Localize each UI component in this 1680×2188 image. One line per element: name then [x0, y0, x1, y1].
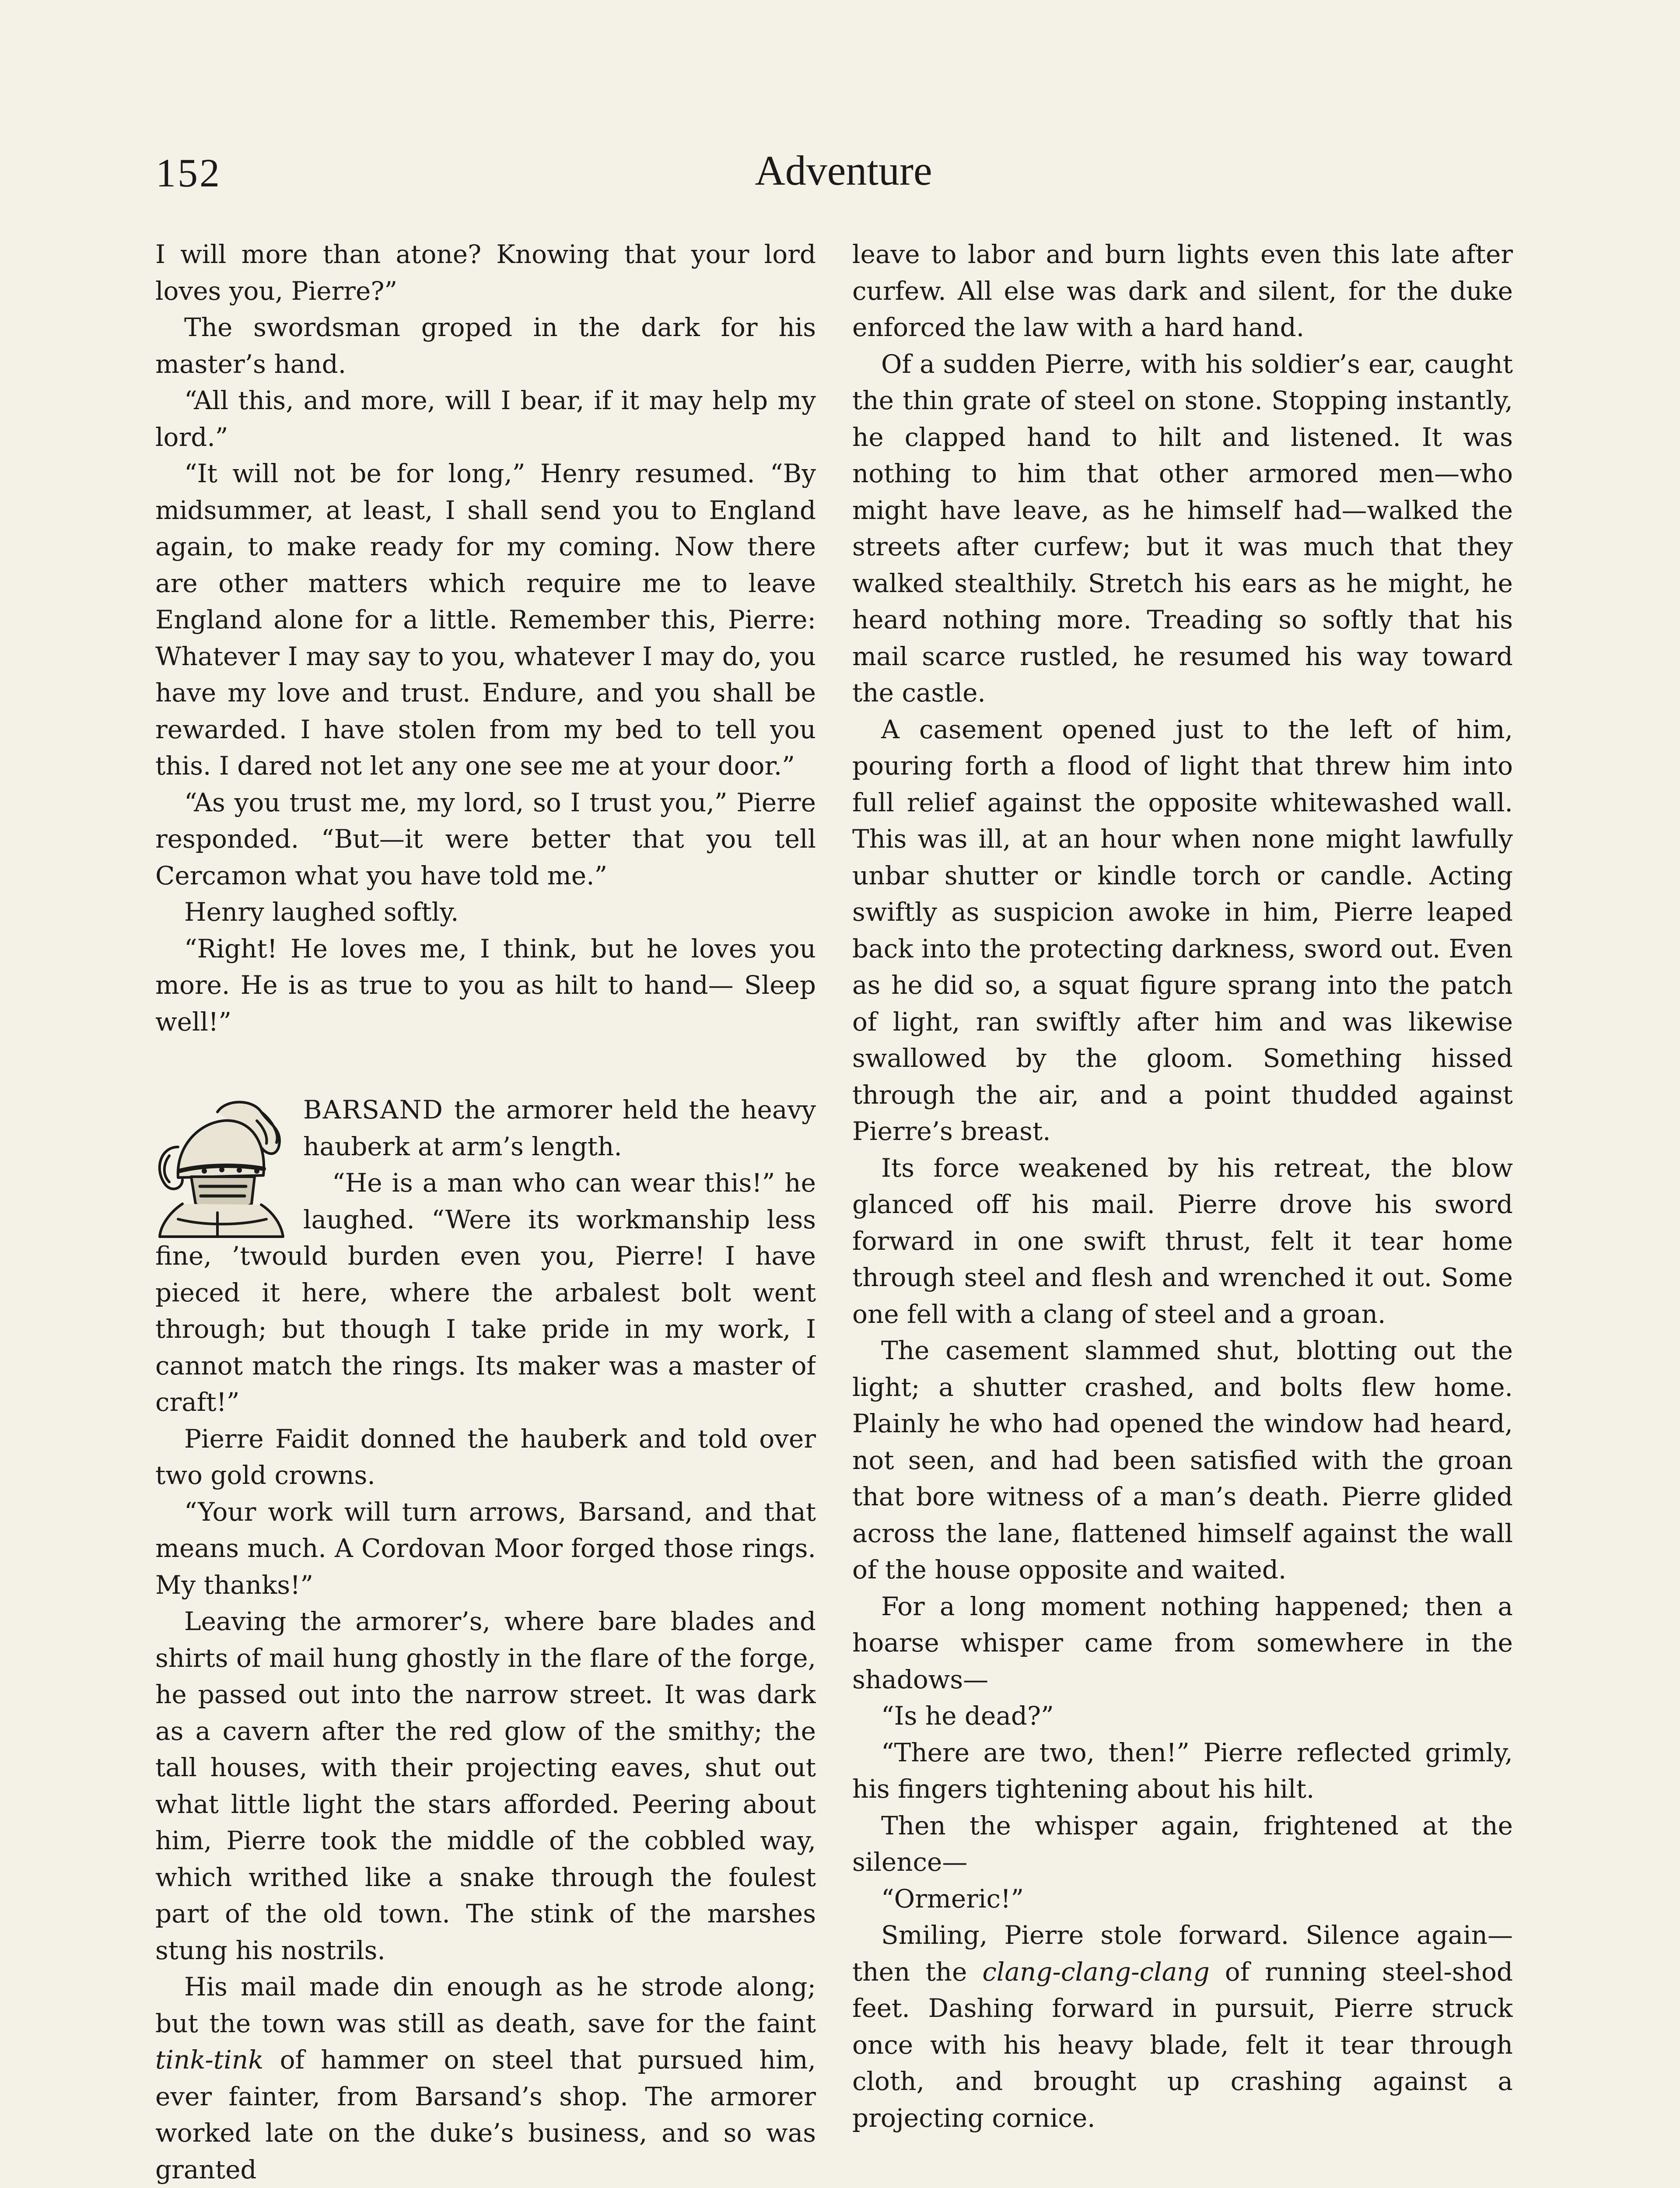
paragraph: “Right! He loves me, I think, but he loves you more. He is as true to you as hilt to hand— Sleep well!”: [155, 933, 816, 1037]
paragraph: The casement slammed shut, blotting out the light; a shutter crashed, and bolts flew home. Plainly he who had opened the window had heard, not seen, and had been satisfied with the groan that bore witness of a man’s death. Pierre glided across the lane, flattened himself against the wall of the house opposite and waited.: [852, 1336, 1513, 1585]
paragraph: For a long moment nothing happened; then a hoarse whisper came from somewhere in the shadows—: [852, 1591, 1513, 1694]
paragraph: “Ormeric!”: [881, 1883, 1024, 1914]
initial-word: BARSAND: [303, 1095, 444, 1125]
paragraph-text: the armorer held the heavy hauberk at arm’s length.: [303, 1095, 816, 1161]
paragraph: Its force weakened by his retreat, the blow glanced off his mail. Pierre drove his sword forward in one swift thrust, felt it tear home through steel and flesh and wrenched it out. Some one fell with a clang of steel and a groan.: [852, 1153, 1513, 1329]
paragraph-text: of running steel-shod feet. Dashing forward in pursuit, Pierre struck once with his heavy blade, felt it tear through cloth, and brought up crashing against a projecting cornice.: [852, 1957, 1513, 2133]
paragraph: A casement opened just to the left of him, pouring forth a flood of light that threw him into full relief against the opposite whitewashed wall. This was ill, at an hour when none might lawfully unbar shutter or kindle torch or candle. Acting swiftly as suspicion awoke in him, Pierre leaped back into the protecting darkness, sword out. Even as he did so, a squat figure sprang into the patch of light, ran swiftly after him and was likewise swallowed by the gloom. Something hissed through the air, and a point thudded against Pierre’s breast.: [852, 714, 1513, 1146]
paragraph: Pierre Faidit donned the hauberk and told over two gold crowns.: [155, 1424, 816, 1490]
running-title: Adventure: [755, 147, 932, 194]
emphasis-text: tink-tink: [155, 2045, 264, 2075]
paragraph: [155, 1969, 816, 2188]
paragraph: Of a sudden Pierre, with his soldier’s ear, caught the thin grate of steel on stone. Stopping instantly, he clapped hand to hilt and listened. It was nothing to him that other armored men—who might have leave, as he himself had—walked the streets after curfew; but it was much that they walked stealthily. Stretch his ears as he might, he heard nothing more. Treading so softly that his mail scarce rustled, he resumed his way toward the castle.: [852, 349, 1513, 708]
paragraph: I will more than atone? Knowing that your lord loves you, Pierre?”: [155, 239, 816, 306]
knight-helmet-icon: [155, 1094, 291, 1238]
emphasis-text: clang-clang-clang: [982, 1957, 1210, 1987]
paragraph: The swordsman groped in the dark for his master’s hand.: [155, 312, 816, 379]
page-header: [156, 131, 1531, 219]
paragraph: “Is he dead?”: [881, 1701, 1054, 1731]
paragraph: Leaving the armorer’s, where bare blades and shirts of mail hung ghostly in the flare of the forge, he passed out into the narrow street. It was dark as a cavern after the red glow of the smithy; the tall houses, with their projecting eaves, shut out what little light the stars afforded. Peering about him, Pierre took the middle of the cobbled way, which writhed like a snake through the foulest part of the old town. The stink of the marshes stung his nostrils.: [155, 1606, 816, 1965]
paragraph: “There are two, then!” Pierre reflected grimly, his fingers tightening about his hilt.: [852, 1737, 1513, 1804]
paragraph: “Your work will turn arrows, Barsand, and that means much. A Cordovan Moor forged those rings. My thanks!”: [155, 1497, 816, 1600]
paragraph-text: of hammer on steel that pursued him, ever fainter, from Barsand’s shop. The armorer worked late on the duke’s business, and so was granted: [155, 2045, 816, 2184]
section-break: [155, 1040, 816, 1092]
page-number: 152: [156, 151, 221, 195]
paragraph: Henry laughed softly.: [184, 897, 459, 927]
paragraph-text: His mail made din enough as he strode along; but the town was still as death, save for the faint: [155, 1972, 816, 2038]
paragraph: Then the whisper again, frightened at the silence—: [852, 1810, 1513, 1877]
paragraph: [852, 1917, 1513, 2136]
paragraph-with-illustrated-initial: [155, 1092, 816, 1165]
left-column: [155, 236, 816, 2188]
paragraph: “It will not be for long,” Henry resumed. “By midsummer, at least, I shall send you to England again, to make ready for my coming. Now there are other matters which require me to leave England alone for a little. Remember this, Pierre: Whatever I may say to you, whatever I may do, you have my love and trust. Endure, and you shall be rewarded. I have stolen from my bed to tell you this. I dared not let any one see me at your door.”: [155, 459, 816, 781]
right-column: [852, 236, 1513, 2188]
paragraph: “As you trust me, my lord, so I trust you,” Pierre responded. “But—it were better that you tell Cercamon what you have told me.”: [155, 787, 816, 891]
paragraph: “He is a man who can wear this!” he laughed. “Were its workmanship less fine, ’twould burden even you, Pierre! I have pieced it here, where the arbalest bolt went through; but though I take pride in my work, I cannot match the rings. Its maker was a master of craft!”: [155, 1168, 816, 1417]
paragraph: leave to labor and burn lights even this late after curfew. All else was dark and silent, for the duke enforced the law with a hard hand.: [852, 239, 1513, 342]
paragraph-text: Smiling, Pierre stole forward. Silence again—then the: [852, 1920, 1513, 1987]
paragraph: “All this, and more, will I bear, if it may help my lord.”: [155, 386, 816, 452]
